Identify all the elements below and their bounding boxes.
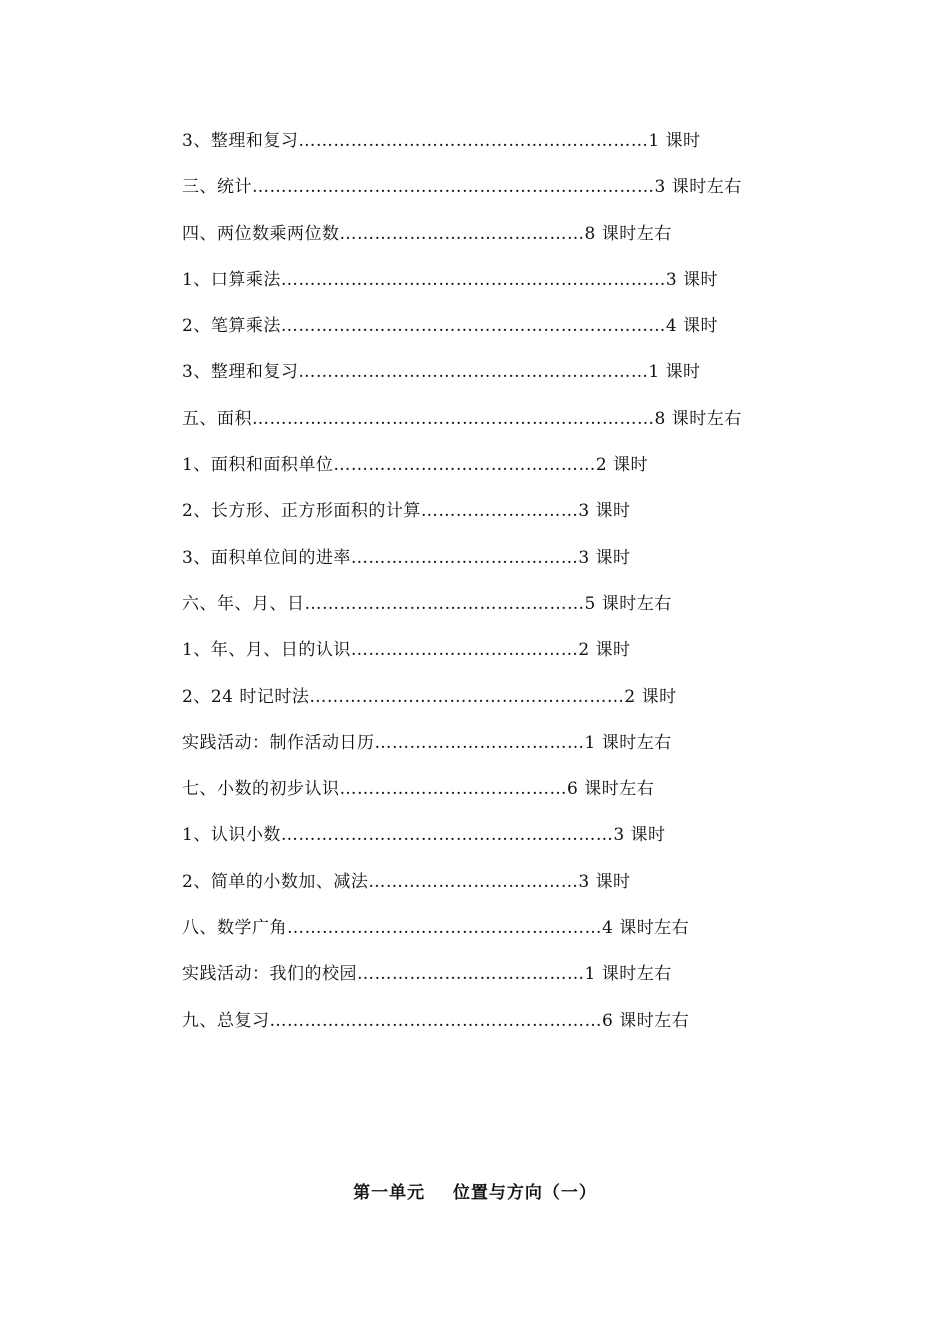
- toc-line: 实践活动：制作活动日历………………………………1 课时左右: [182, 732, 672, 753]
- toc-line: 四、两位数乘两位数……………………………………8 课时左右: [182, 223, 672, 244]
- unit-title: 第一单元 位置与方向（一）: [353, 1183, 597, 1203]
- toc-line: 2、简单的小数加、减法………………………………3 课时: [182, 871, 631, 892]
- toc-line: 1、认识小数…………………………………………………3 课时: [182, 825, 666, 846]
- toc-line: 3、整理和复习……………………………………………………1 课时: [182, 362, 701, 383]
- toc-line: 1、口算乘法…………………………………………………………3 课时: [182, 269, 719, 290]
- toc-line: 三、统计……………………………………………………………3 课时左右: [182, 177, 742, 198]
- toc-line: 2、24 时记时法………………………………………………2 课时: [182, 686, 677, 707]
- toc-line: 五、面积……………………………………………………………8 课时左右: [182, 408, 742, 429]
- table-of-contents: [182, 122, 782, 1048]
- toc-line: 八、数学广角………………………………………………4 课时左右: [182, 918, 690, 939]
- toc-line: 七、小数的初步认识…………………………………6 课时左右: [182, 779, 655, 800]
- toc-line: 3、面积单位间的进率…………………………………3 课时: [182, 547, 631, 568]
- toc-line: 六、年、月、日…………………………………………5 课时左右: [182, 593, 672, 614]
- toc-line: 1、面积和面积单位………………………………………2 课时: [182, 455, 649, 476]
- toc-line: 2、笔算乘法…………………………………………………………4 课时: [182, 316, 719, 337]
- toc-line: 九、总复习…………………………………………………6 课时左右: [182, 1010, 690, 1031]
- toc-line: 2、长方形、正方形面积的计算………………………3 课时: [182, 501, 631, 522]
- toc-line: 3、整理和复习……………………………………………………1 课时: [182, 131, 701, 151]
- toc-line: 1、年、月、日的认识…………………………………2 课时: [182, 640, 631, 661]
- toc-line: 实践活动：我们的校园…………………………………1 课时左右: [182, 964, 672, 985]
